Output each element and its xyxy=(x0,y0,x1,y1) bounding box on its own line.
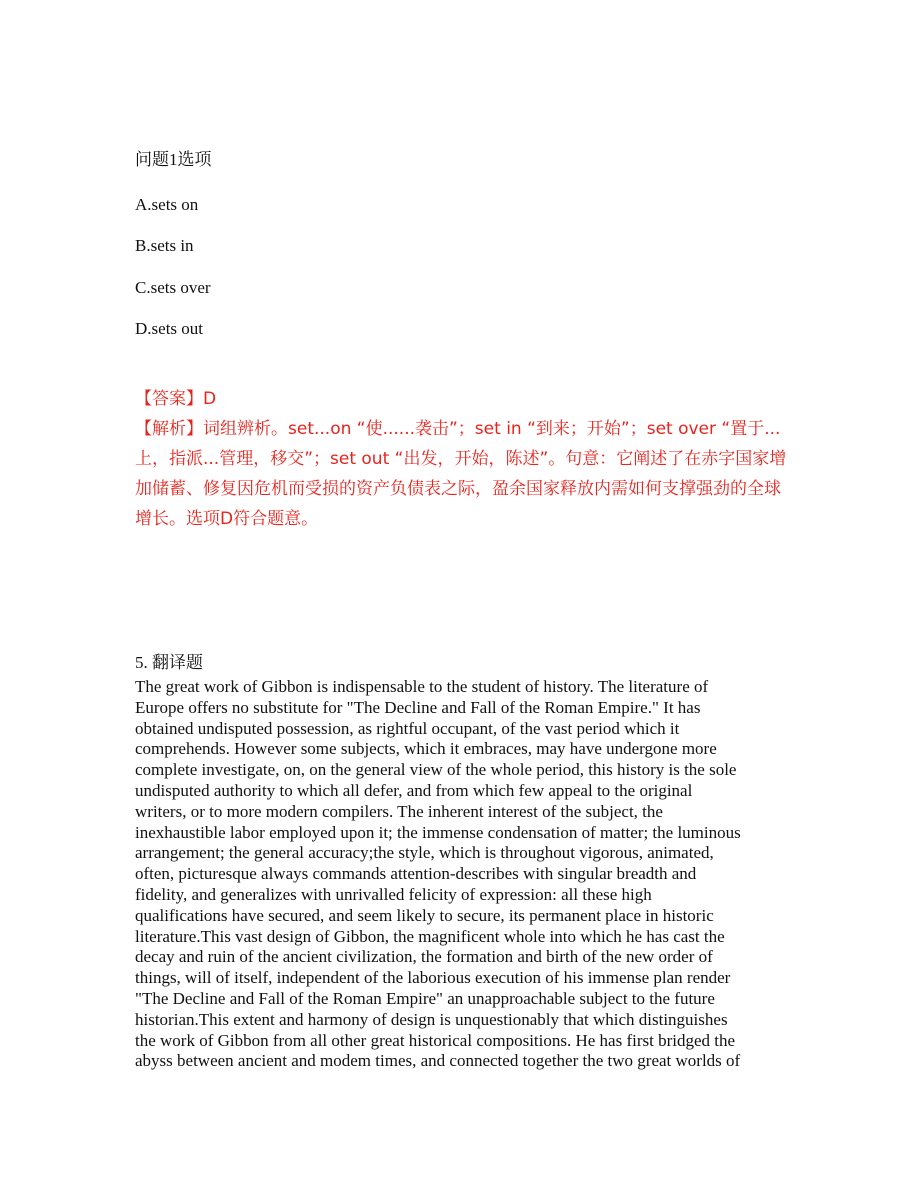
passage-line: "The Decline and Fall of the Roman Empire" an unapproachable subject to the future xyxy=(135,988,715,1008)
passage-line: often, picturesque always commands attention-describes with singular breadth and xyxy=(135,864,697,884)
passage-line: inexhaustible labor employed upon it; the immense condensation of matter; the luminous xyxy=(135,822,741,842)
section-title: 5. 翻译题 xyxy=(135,653,203,672)
translation-passage xyxy=(135,677,783,1072)
passage-line: historian.This extent and harmony of design is unquestionably that which distinguishes xyxy=(135,1009,728,1029)
passage-line: the work of Gibbon from all other great historical compositions. He has first bridged the xyxy=(135,1030,736,1050)
question-options-header: 问题1选项 xyxy=(135,150,212,169)
option-a: A.sets on xyxy=(135,195,199,214)
explanation-text: 【解析】词组辨析。set...on “使......袭击”；set in “到来；开始”；set over “置于...上，指派...管理，移交”；set out “出发，开始，陈述”。句意：它阐述了在赤字国家增加储蓄、修复因危机而受损的资产负债表之际，盈余国家释放内需如何支撑强劲的全球增长。选项D符合题意。 xyxy=(135,419,787,529)
passage-line: Europe offers no substitute for "The Decline and Fall of the Roman Empire." It has xyxy=(135,697,701,717)
passage-line: writers, or to more modern compilers. The inherent interest of the subject, the xyxy=(135,801,663,821)
option-d: D.sets out xyxy=(135,319,203,338)
answer-line: 【答案】D xyxy=(135,389,217,409)
passage-line: complete investigate, on, on the general view of the whole period, this history is the sole xyxy=(135,760,737,780)
passage-line: comprehends. However some subjects, which it embraces, may have undergone more xyxy=(135,739,717,759)
passage-line: arrangement; the general accuracy;the style, which is throughout vigorous, animated, xyxy=(135,843,714,863)
passage-line: literature.This vast design of Gibbon, the magnificent whole into which he has cast the xyxy=(135,926,725,946)
passage-line: undisputed authority to which all defer, and from which few appeal to the original xyxy=(135,780,693,800)
passage-line: decay and ruin of the ancient civilization, the formation and birth of the new order of xyxy=(135,947,713,967)
passage-line: fidelity, and generalizes with unrivalled felicity of expression: all these high xyxy=(135,884,652,904)
option-b: B.sets in xyxy=(135,236,194,255)
passage-line: things, will of itself, independent of the laborious execution of his immense plan render xyxy=(135,968,731,988)
passage-line: obtained undisputed possession, as rightful occupant, of the vast period which it xyxy=(135,718,680,738)
answer-explanation-block xyxy=(135,384,790,534)
passage-line: The great work of Gibbon is indispensable to the student of history. The literature of xyxy=(135,677,709,696)
passage-line: qualifications have secured, and seem likely to secure, its permanent place in historic xyxy=(135,905,714,925)
option-c: C.sets over xyxy=(135,278,211,297)
passage-line: abyss between ancient and modem times, and connected together the two great worlds of xyxy=(135,1051,741,1071)
